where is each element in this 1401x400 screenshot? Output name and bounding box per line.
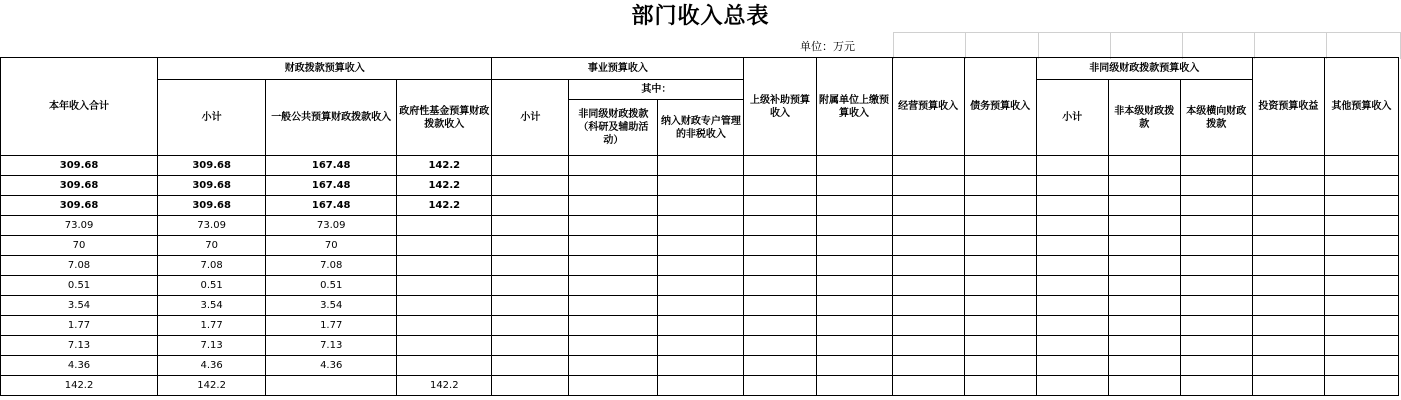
cell-empty: [1324, 196, 1398, 216]
cell-empty: [1036, 276, 1108, 296]
table-row: [1, 276, 1399, 296]
header-business-special: 纳入财政专户管理的非税收入: [658, 100, 744, 156]
cell-fund: [397, 216, 492, 236]
cell-empty: [492, 176, 569, 196]
page-title: 部门收入总表: [631, 3, 770, 29]
header-affiliated: 附属单位上缴预算收入: [816, 58, 892, 156]
cell-empty: [492, 196, 569, 216]
cell-empty: [569, 376, 658, 396]
cell-empty: [744, 176, 816, 196]
cell-subtotal: 3.54: [158, 296, 266, 316]
table-row: [1, 296, 1399, 316]
unit-label: 单位：万元: [800, 40, 855, 53]
cell-fund: 142.2: [397, 156, 492, 176]
cell-empty: [964, 276, 1036, 296]
cell-empty: [1108, 376, 1180, 396]
cell-empty: [892, 356, 964, 376]
header-debt: 债务预算收入: [964, 58, 1036, 156]
cell-empty: [1036, 196, 1108, 216]
header-fiscal-general: 一般公共预算财政拨款收入: [266, 80, 397, 156]
cell-general: 3.54: [266, 296, 397, 316]
cell-empty: [892, 176, 964, 196]
cell-fund: [397, 236, 492, 256]
header-business-group: 事业预算收入: [492, 58, 744, 80]
cell-empty: [1108, 196, 1180, 216]
table-row: [1, 376, 1399, 396]
cell-empty: [1036, 316, 1108, 336]
cell-empty: [1324, 276, 1398, 296]
header-fiscal-group: 财政拨款预算收入: [158, 58, 492, 80]
cell-empty: [658, 256, 744, 276]
cell-empty: [816, 196, 892, 216]
table-row: [1, 356, 1399, 376]
cell-total: 309.68: [1, 176, 158, 196]
cell-empty: [816, 356, 892, 376]
cell-empty: [569, 236, 658, 256]
cell-empty: [1180, 336, 1252, 356]
cell-empty: [1180, 376, 1252, 396]
cell-general: 0.51: [266, 276, 397, 296]
cell-empty: [658, 236, 744, 256]
cell-empty: [1036, 256, 1108, 276]
cell-empty: [492, 316, 569, 336]
cell-empty: [744, 376, 816, 396]
cell-empty: [964, 236, 1036, 256]
cell-general: 70: [266, 236, 397, 256]
cell-empty: [964, 216, 1036, 236]
cell-empty: [492, 376, 569, 396]
income-summary-table: [0, 57, 1399, 396]
cell-empty: [569, 216, 658, 236]
cell-empty: [658, 196, 744, 216]
cell-empty: [1252, 156, 1324, 176]
cell-empty: [816, 176, 892, 196]
cell-empty: [1036, 176, 1108, 196]
cell-fund: 142.2: [397, 176, 492, 196]
cell-empty: [1180, 256, 1252, 276]
cell-subtotal: 70: [158, 236, 266, 256]
cell-empty: [744, 276, 816, 296]
header-other: 其他预算收入: [1324, 58, 1398, 156]
cell-general: 167.48: [266, 196, 397, 216]
cell-empty: [1180, 216, 1252, 236]
header-investment: 投资预算收益: [1252, 58, 1324, 156]
cell-fund: 142.2: [397, 196, 492, 216]
cell-total: 73.09: [1, 216, 158, 236]
cell-empty: [892, 156, 964, 176]
cell-empty: [569, 156, 658, 176]
cell-empty: [1324, 236, 1398, 256]
cell-empty: [744, 256, 816, 276]
cell-empty: [964, 156, 1036, 176]
cell-empty: [1180, 236, 1252, 256]
cell-empty: [964, 336, 1036, 356]
cell-empty: [569, 176, 658, 196]
cell-empty: [816, 256, 892, 276]
cell-fund: [397, 336, 492, 356]
cell-empty: [892, 276, 964, 296]
cell-empty: [964, 316, 1036, 336]
cell-empty: [1252, 196, 1324, 216]
cell-empty: [658, 156, 744, 176]
cell-empty: [816, 336, 892, 356]
cell-empty: [816, 216, 892, 236]
table-row: [1, 176, 1399, 196]
cell-subtotal: 142.2: [158, 376, 266, 396]
cell-empty: [658, 276, 744, 296]
cell-empty: [658, 176, 744, 196]
cell-empty: [1108, 176, 1180, 196]
cell-empty: [1036, 296, 1108, 316]
cell-empty: [658, 216, 744, 236]
cell-general: 73.09: [266, 216, 397, 236]
cell-empty: [964, 176, 1036, 196]
cell-empty: [964, 196, 1036, 216]
cell-fund: 142.2: [397, 376, 492, 396]
cell-empty: [1108, 316, 1180, 336]
spreadsheet-gridlines: [893, 32, 1401, 59]
cell-empty: [964, 296, 1036, 316]
cell-empty: [1180, 276, 1252, 296]
cell-general: 1.77: [266, 316, 397, 336]
cell-empty: [892, 236, 964, 256]
cell-empty: [1324, 356, 1398, 376]
cell-empty: [1180, 196, 1252, 216]
cell-empty: [1324, 216, 1398, 236]
table-row: [1, 216, 1399, 236]
cell-empty: [1036, 356, 1108, 376]
cell-empty: [1324, 376, 1398, 396]
cell-empty: [658, 296, 744, 316]
cell-empty: [569, 196, 658, 216]
header-business-non-same: 非同级财政拨款（科研及辅助活动）: [569, 100, 658, 156]
table-row: [1, 156, 1399, 176]
cell-empty: [492, 156, 569, 176]
cell-empty: [1252, 296, 1324, 316]
cell-empty: [744, 156, 816, 176]
cell-empty: [1252, 176, 1324, 196]
cell-empty: [1108, 236, 1180, 256]
cell-empty: [492, 216, 569, 236]
cell-empty: [658, 336, 744, 356]
cell-total: 1.77: [1, 316, 158, 336]
header-business-subtotal: 小计: [492, 80, 569, 156]
cell-subtotal: 73.09: [158, 216, 266, 236]
cell-empty: [1108, 276, 1180, 296]
cell-empty: [744, 196, 816, 216]
cell-empty: [1036, 236, 1108, 256]
cell-empty: [1252, 236, 1324, 256]
cell-fund: [397, 356, 492, 376]
header-superior-subsidy: 上级补助预算收入: [744, 58, 816, 156]
cell-empty: [658, 316, 744, 336]
cell-empty: [816, 156, 892, 176]
cell-empty: [892, 336, 964, 356]
cell-empty: [569, 336, 658, 356]
cell-empty: [1324, 256, 1398, 276]
cell-empty: [658, 376, 744, 396]
header-operating: 经营预算收入: [892, 58, 964, 156]
header-nonsame-group: 非同级财政拨款预算收入: [1036, 58, 1252, 80]
cell-empty: [892, 376, 964, 396]
cell-subtotal: 0.51: [158, 276, 266, 296]
cell-total: 7.08: [1, 256, 158, 276]
header-nonsame-subtotal: 小计: [1036, 80, 1108, 156]
cell-empty: [1036, 336, 1108, 356]
cell-fund: [397, 256, 492, 276]
cell-empty: [1108, 296, 1180, 316]
cell-empty: [816, 316, 892, 336]
cell-empty: [1108, 156, 1180, 176]
cell-empty: [892, 316, 964, 336]
cell-empty: [569, 316, 658, 336]
cell-empty: [1324, 296, 1398, 316]
cell-subtotal: 309.68: [158, 176, 266, 196]
cell-fund: [397, 316, 492, 336]
cell-empty: [744, 236, 816, 256]
cell-total: 142.2: [1, 376, 158, 396]
cell-total: 309.68: [1, 156, 158, 176]
cell-empty: [1252, 356, 1324, 376]
cell-empty: [569, 296, 658, 316]
cell-empty: [1252, 216, 1324, 236]
cell-empty: [892, 296, 964, 316]
cell-empty: [1108, 336, 1180, 356]
cell-empty: [744, 356, 816, 376]
header-fiscal-subtotal: 小计: [158, 80, 266, 156]
cell-empty: [1180, 176, 1252, 196]
cell-empty: [1324, 176, 1398, 196]
cell-empty: [1180, 156, 1252, 176]
header-nonsame-horizontal: 本级横向财政拨款: [1180, 80, 1252, 156]
cell-empty: [492, 336, 569, 356]
cell-fund: [397, 296, 492, 316]
cell-empty: [492, 236, 569, 256]
cell-empty: [744, 296, 816, 316]
cell-general: 4.36: [266, 356, 397, 376]
cell-empty: [964, 376, 1036, 396]
cell-total: 4.36: [1, 356, 158, 376]
cell-subtotal: 1.77: [158, 316, 266, 336]
cell-empty: [964, 356, 1036, 376]
cell-total: 3.54: [1, 296, 158, 316]
cell-empty: [1252, 276, 1324, 296]
table-row: [1, 196, 1399, 216]
cell-fund: [397, 276, 492, 296]
cell-empty: [1180, 356, 1252, 376]
cell-general: [266, 376, 397, 396]
cell-general: 7.08: [266, 256, 397, 276]
cell-subtotal: 4.36: [158, 356, 266, 376]
table-row: [1, 336, 1399, 356]
cell-subtotal: 309.68: [158, 196, 266, 216]
cell-empty: [892, 256, 964, 276]
cell-empty: [744, 336, 816, 356]
cell-empty: [1324, 316, 1398, 336]
cell-general: 167.48: [266, 156, 397, 176]
cell-empty: [1108, 216, 1180, 236]
cell-empty: [1036, 156, 1108, 176]
cell-empty: [492, 276, 569, 296]
table-row: [1, 316, 1399, 336]
cell-empty: [1180, 316, 1252, 336]
cell-empty: [816, 296, 892, 316]
cell-empty: [1036, 376, 1108, 396]
header-nonsame-local: 非本级财政拨款: [1108, 80, 1180, 156]
cell-subtotal: 7.13: [158, 336, 266, 356]
cell-empty: [744, 216, 816, 236]
header-fiscal-fund: 政府性基金预算财政拨款收入: [397, 80, 492, 156]
cell-empty: [744, 316, 816, 336]
cell-empty: [658, 356, 744, 376]
cell-empty: [1036, 216, 1108, 236]
cell-empty: [964, 256, 1036, 276]
cell-empty: [1324, 336, 1398, 356]
cell-empty: [1252, 316, 1324, 336]
cell-total: 309.68: [1, 196, 158, 216]
cell-empty: [1108, 256, 1180, 276]
cell-empty: [816, 376, 892, 396]
cell-empty: [816, 236, 892, 256]
cell-empty: [569, 356, 658, 376]
cell-empty: [1324, 156, 1398, 176]
table-row: [1, 236, 1399, 256]
cell-empty: [1252, 376, 1324, 396]
cell-total: 7.13: [1, 336, 158, 356]
cell-empty: [892, 216, 964, 236]
cell-subtotal: 7.08: [158, 256, 266, 276]
cell-empty: [816, 276, 892, 296]
header-total: 本年收入合计: [1, 58, 158, 156]
cell-empty: [492, 356, 569, 376]
cell-empty: [569, 256, 658, 276]
cell-empty: [492, 296, 569, 316]
cell-empty: [1180, 296, 1252, 316]
cell-empty: [492, 256, 569, 276]
cell-empty: [892, 196, 964, 216]
cell-empty: [1252, 336, 1324, 356]
cell-empty: [569, 276, 658, 296]
cell-subtotal: 309.68: [158, 156, 266, 176]
table-row: [1, 256, 1399, 276]
cell-empty: [1108, 356, 1180, 376]
cell-general: 167.48: [266, 176, 397, 196]
cell-total: 0.51: [1, 276, 158, 296]
cell-general: 7.13: [266, 336, 397, 356]
cell-total: 70: [1, 236, 158, 256]
header-business-among: 其中：: [569, 80, 744, 100]
cell-empty: [1252, 256, 1324, 276]
